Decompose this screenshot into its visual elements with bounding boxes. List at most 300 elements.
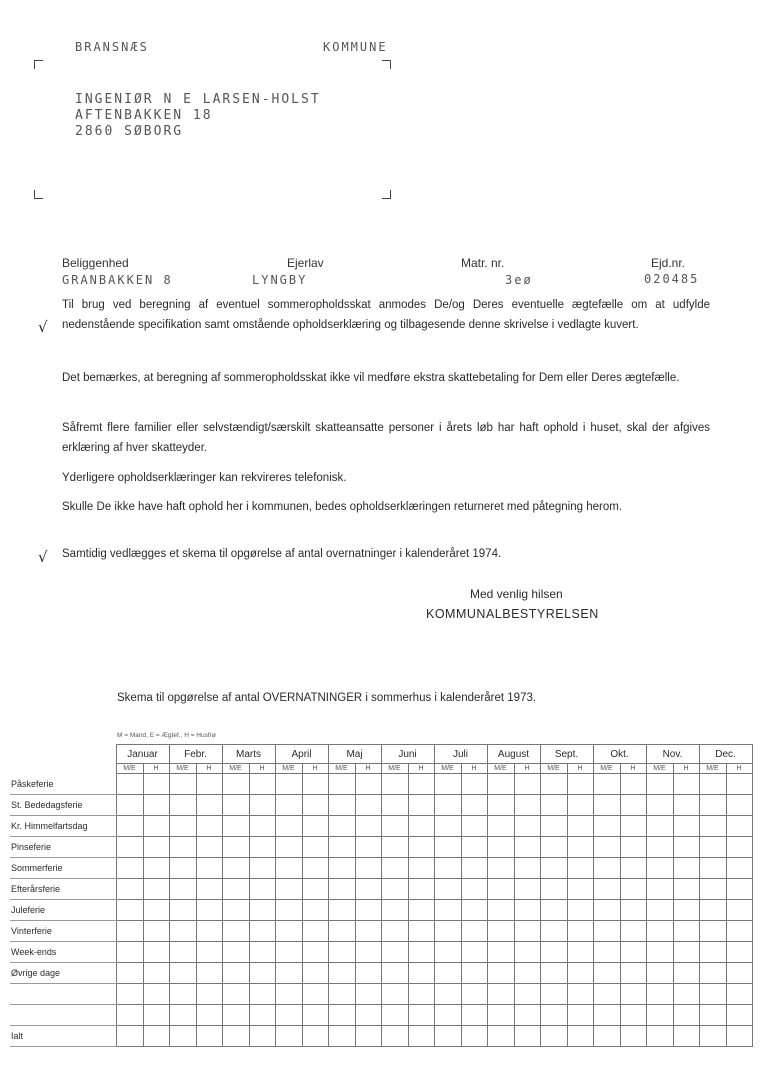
entry-cell[interactable] <box>408 963 434 984</box>
entry-cell[interactable] <box>461 858 487 879</box>
entry-cell[interactable] <box>673 921 699 942</box>
entry-cell[interactable] <box>302 942 328 963</box>
entry-cell[interactable] <box>302 984 328 1005</box>
entry-cell[interactable] <box>196 963 222 984</box>
entry-cell[interactable] <box>461 984 487 1005</box>
entry-cell[interactable] <box>593 921 620 942</box>
entry-cell[interactable] <box>726 963 752 984</box>
entry-cell[interactable] <box>143 795 169 816</box>
entry-cell[interactable] <box>355 900 381 921</box>
entry-cell[interactable] <box>249 837 275 858</box>
entry-cell[interactable] <box>567 837 593 858</box>
entry-cell[interactable] <box>699 774 726 795</box>
entry-cell[interactable] <box>328 984 355 1005</box>
entry-cell[interactable] <box>699 921 726 942</box>
entry-cell[interactable] <box>673 816 699 837</box>
entry-cell[interactable] <box>408 984 434 1005</box>
entry-cell[interactable] <box>355 858 381 879</box>
entry-cell[interactable] <box>381 837 408 858</box>
entry-cell[interactable] <box>355 963 381 984</box>
entry-cell[interactable] <box>620 942 646 963</box>
entry-cell[interactable] <box>116 837 143 858</box>
entry-cell[interactable] <box>355 879 381 900</box>
entry-cell[interactable] <box>646 816 673 837</box>
entry-cell[interactable] <box>646 963 673 984</box>
entry-cell[interactable] <box>302 774 328 795</box>
entry-cell[interactable] <box>514 984 540 1005</box>
entry-cell[interactable] <box>620 921 646 942</box>
entry-cell[interactable] <box>461 816 487 837</box>
entry-cell[interactable] <box>408 1005 434 1026</box>
entry-cell[interactable] <box>699 837 726 858</box>
entry-cell[interactable] <box>699 1026 726 1047</box>
entry-cell[interactable] <box>116 963 143 984</box>
entry-cell[interactable] <box>196 942 222 963</box>
entry-cell[interactable] <box>514 837 540 858</box>
entry-cell[interactable] <box>196 879 222 900</box>
entry-cell[interactable] <box>328 858 355 879</box>
entry-cell[interactable] <box>620 900 646 921</box>
entry-cell[interactable] <box>355 1005 381 1026</box>
entry-cell[interactable] <box>699 900 726 921</box>
entry-cell[interactable] <box>328 1026 355 1047</box>
entry-cell[interactable] <box>116 1005 143 1026</box>
entry-cell[interactable] <box>726 858 752 879</box>
entry-cell[interactable] <box>381 774 408 795</box>
entry-cell[interactable] <box>726 942 752 963</box>
entry-cell[interactable] <box>540 921 567 942</box>
entry-cell[interactable] <box>169 774 196 795</box>
entry-cell[interactable] <box>275 816 302 837</box>
entry-cell[interactable] <box>620 879 646 900</box>
entry-cell[interactable] <box>434 942 461 963</box>
entry-cell[interactable] <box>726 1005 752 1026</box>
entry-cell[interactable] <box>328 816 355 837</box>
entry-cell[interactable] <box>222 816 249 837</box>
entry-cell[interactable] <box>408 921 434 942</box>
entry-cell[interactable] <box>567 816 593 837</box>
entry-cell[interactable] <box>196 837 222 858</box>
entry-cell[interactable] <box>567 921 593 942</box>
entry-cell[interactable] <box>196 858 222 879</box>
entry-cell[interactable] <box>540 963 567 984</box>
entry-cell[interactable] <box>275 963 302 984</box>
entry-cell[interactable] <box>620 1005 646 1026</box>
entry-cell[interactable] <box>514 1026 540 1047</box>
entry-cell[interactable] <box>169 858 196 879</box>
entry-cell[interactable] <box>408 837 434 858</box>
entry-cell[interactable] <box>222 1026 249 1047</box>
entry-cell[interactable] <box>567 879 593 900</box>
entry-cell[interactable] <box>275 879 302 900</box>
entry-cell[interactable] <box>646 984 673 1005</box>
entry-cell[interactable] <box>567 774 593 795</box>
entry-cell[interactable] <box>143 837 169 858</box>
entry-cell[interactable] <box>646 879 673 900</box>
entry-cell[interactable] <box>514 900 540 921</box>
entry-cell[interactable] <box>328 963 355 984</box>
entry-cell[interactable] <box>328 900 355 921</box>
entry-cell[interactable] <box>196 1026 222 1047</box>
entry-cell[interactable] <box>355 921 381 942</box>
entry-cell[interactable] <box>593 774 620 795</box>
entry-cell[interactable] <box>646 858 673 879</box>
entry-cell[interactable] <box>143 963 169 984</box>
entry-cell[interactable] <box>275 795 302 816</box>
entry-cell[interactable] <box>196 774 222 795</box>
entry-cell[interactable] <box>673 774 699 795</box>
entry-cell[interactable] <box>275 1026 302 1047</box>
entry-cell[interactable] <box>275 1005 302 1026</box>
entry-cell[interactable] <box>381 858 408 879</box>
entry-cell[interactable] <box>355 774 381 795</box>
entry-cell[interactable] <box>116 879 143 900</box>
entry-cell[interactable] <box>487 1026 514 1047</box>
entry-cell[interactable] <box>116 1026 143 1047</box>
entry-cell[interactable] <box>222 858 249 879</box>
entry-cell[interactable] <box>620 1026 646 1047</box>
entry-cell[interactable] <box>461 879 487 900</box>
entry-cell[interactable] <box>540 858 567 879</box>
entry-cell[interactable] <box>487 1005 514 1026</box>
entry-cell[interactable] <box>540 837 567 858</box>
entry-cell[interactable] <box>514 879 540 900</box>
entry-cell[interactable] <box>328 942 355 963</box>
entry-cell[interactable] <box>673 795 699 816</box>
entry-cell[interactable] <box>302 795 328 816</box>
entry-cell[interactable] <box>620 858 646 879</box>
entry-cell[interactable] <box>699 879 726 900</box>
entry-cell[interactable] <box>222 921 249 942</box>
entry-cell[interactable] <box>169 984 196 1005</box>
entry-cell[interactable] <box>249 984 275 1005</box>
entry-cell[interactable] <box>514 858 540 879</box>
entry-cell[interactable] <box>434 795 461 816</box>
entry-cell[interactable] <box>567 1026 593 1047</box>
entry-cell[interactable] <box>381 963 408 984</box>
entry-cell[interactable] <box>726 921 752 942</box>
entry-cell[interactable] <box>302 921 328 942</box>
entry-cell[interactable] <box>275 900 302 921</box>
entry-cell[interactable] <box>222 774 249 795</box>
entry-cell[interactable] <box>540 984 567 1005</box>
entry-cell[interactable] <box>461 942 487 963</box>
entry-cell[interactable] <box>275 837 302 858</box>
entry-cell[interactable] <box>434 837 461 858</box>
entry-cell[interactable] <box>487 795 514 816</box>
entry-cell[interactable] <box>222 963 249 984</box>
entry-cell[interactable] <box>302 900 328 921</box>
entry-cell[interactable] <box>646 795 673 816</box>
entry-cell[interactable] <box>461 1026 487 1047</box>
entry-cell[interactable] <box>646 837 673 858</box>
entry-cell[interactable] <box>593 1005 620 1026</box>
entry-cell[interactable] <box>143 858 169 879</box>
entry-cell[interactable] <box>249 921 275 942</box>
entry-cell[interactable] <box>540 1005 567 1026</box>
entry-cell[interactable] <box>699 1005 726 1026</box>
entry-cell[interactable] <box>593 900 620 921</box>
entry-cell[interactable] <box>514 942 540 963</box>
entry-cell[interactable] <box>726 837 752 858</box>
entry-cell[interactable] <box>699 963 726 984</box>
entry-cell[interactable] <box>699 858 726 879</box>
entry-cell[interactable] <box>408 858 434 879</box>
entry-cell[interactable] <box>567 795 593 816</box>
entry-cell[interactable] <box>646 921 673 942</box>
entry-cell[interactable] <box>302 1005 328 1026</box>
entry-cell[interactable] <box>514 1005 540 1026</box>
entry-cell[interactable] <box>381 816 408 837</box>
entry-cell[interactable] <box>434 879 461 900</box>
entry-cell[interactable] <box>116 900 143 921</box>
entry-cell[interactable] <box>196 1005 222 1026</box>
entry-cell[interactable] <box>381 921 408 942</box>
entry-cell[interactable] <box>249 942 275 963</box>
entry-cell[interactable] <box>355 795 381 816</box>
entry-cell[interactable] <box>434 816 461 837</box>
entry-cell[interactable] <box>222 837 249 858</box>
entry-cell[interactable] <box>143 942 169 963</box>
entry-cell[interactable] <box>381 795 408 816</box>
entry-cell[interactable] <box>514 795 540 816</box>
entry-cell[interactable] <box>143 816 169 837</box>
entry-cell[interactable] <box>222 942 249 963</box>
entry-cell[interactable] <box>302 837 328 858</box>
entry-cell[interactable] <box>222 900 249 921</box>
entry-cell[interactable] <box>275 942 302 963</box>
entry-cell[interactable] <box>620 795 646 816</box>
entry-cell[interactable] <box>143 900 169 921</box>
entry-cell[interactable] <box>328 837 355 858</box>
entry-cell[interactable] <box>593 879 620 900</box>
entry-cell[interactable] <box>275 858 302 879</box>
entry-cell[interactable] <box>302 879 328 900</box>
entry-cell[interactable] <box>275 774 302 795</box>
entry-cell[interactable] <box>328 795 355 816</box>
entry-cell[interactable] <box>249 795 275 816</box>
entry-cell[interactable] <box>567 984 593 1005</box>
entry-cell[interactable] <box>434 858 461 879</box>
entry-cell[interactable] <box>726 879 752 900</box>
entry-cell[interactable] <box>196 795 222 816</box>
entry-cell[interactable] <box>620 963 646 984</box>
entry-cell[interactable] <box>116 774 143 795</box>
entry-cell[interactable] <box>646 900 673 921</box>
entry-cell[interactable] <box>302 963 328 984</box>
entry-cell[interactable] <box>726 816 752 837</box>
entry-cell[interactable] <box>699 984 726 1005</box>
entry-cell[interactable] <box>646 774 673 795</box>
entry-cell[interactable] <box>461 921 487 942</box>
entry-cell[interactable] <box>461 837 487 858</box>
entry-cell[interactable] <box>540 879 567 900</box>
entry-cell[interactable] <box>540 900 567 921</box>
entry-cell[interactable] <box>461 900 487 921</box>
entry-cell[interactable] <box>514 921 540 942</box>
entry-cell[interactable] <box>461 1005 487 1026</box>
entry-cell[interactable] <box>434 900 461 921</box>
entry-cell[interactable] <box>699 795 726 816</box>
entry-cell[interactable] <box>726 774 752 795</box>
entry-cell[interactable] <box>196 921 222 942</box>
entry-cell[interactable] <box>169 816 196 837</box>
entry-cell[interactable] <box>593 1026 620 1047</box>
entry-cell[interactable] <box>567 1005 593 1026</box>
entry-cell[interactable] <box>673 879 699 900</box>
entry-cell[interactable] <box>434 1026 461 1047</box>
entry-cell[interactable] <box>355 1026 381 1047</box>
entry-cell[interactable] <box>355 942 381 963</box>
entry-cell[interactable] <box>567 858 593 879</box>
entry-cell[interactable] <box>567 900 593 921</box>
entry-cell[interactable] <box>593 795 620 816</box>
entry-cell[interactable] <box>381 984 408 1005</box>
entry-cell[interactable] <box>196 984 222 1005</box>
entry-cell[interactable] <box>249 900 275 921</box>
entry-cell[interactable] <box>302 816 328 837</box>
entry-cell[interactable] <box>381 1026 408 1047</box>
entry-cell[interactable] <box>434 963 461 984</box>
entry-cell[interactable] <box>487 816 514 837</box>
entry-cell[interactable] <box>408 1026 434 1047</box>
entry-cell[interactable] <box>249 879 275 900</box>
entry-cell[interactable] <box>302 858 328 879</box>
entry-cell[interactable] <box>646 1026 673 1047</box>
entry-cell[interactable] <box>567 942 593 963</box>
entry-cell[interactable] <box>249 1005 275 1026</box>
entry-cell[interactable] <box>646 942 673 963</box>
entry-cell[interactable] <box>116 921 143 942</box>
entry-cell[interactable] <box>275 984 302 1005</box>
entry-cell[interactable] <box>487 879 514 900</box>
entry-cell[interactable] <box>434 984 461 1005</box>
entry-cell[interactable] <box>222 984 249 1005</box>
entry-cell[interactable] <box>646 1005 673 1026</box>
entry-cell[interactable] <box>222 795 249 816</box>
entry-cell[interactable] <box>726 984 752 1005</box>
entry-cell[interactable] <box>169 942 196 963</box>
entry-cell[interactable] <box>673 963 699 984</box>
entry-cell[interactable] <box>408 795 434 816</box>
entry-cell[interactable] <box>487 963 514 984</box>
entry-cell[interactable] <box>540 795 567 816</box>
entry-cell[interactable] <box>355 837 381 858</box>
entry-cell[interactable] <box>408 816 434 837</box>
entry-cell[interactable] <box>673 984 699 1005</box>
entry-cell[interactable] <box>196 816 222 837</box>
entry-cell[interactable] <box>328 921 355 942</box>
entry-cell[interactable] <box>408 900 434 921</box>
entry-cell[interactable] <box>487 774 514 795</box>
entry-cell[interactable] <box>169 837 196 858</box>
entry-cell[interactable] <box>408 774 434 795</box>
entry-cell[interactable] <box>673 900 699 921</box>
entry-cell[interactable] <box>487 984 514 1005</box>
entry-cell[interactable] <box>116 942 143 963</box>
entry-cell[interactable] <box>593 963 620 984</box>
entry-cell[interactable] <box>381 1005 408 1026</box>
entry-cell[interactable] <box>249 774 275 795</box>
entry-cell[interactable] <box>434 921 461 942</box>
entry-cell[interactable] <box>408 879 434 900</box>
entry-cell[interactable] <box>381 942 408 963</box>
entry-cell[interactable] <box>673 942 699 963</box>
entry-cell[interactable] <box>355 984 381 1005</box>
entry-cell[interactable] <box>381 900 408 921</box>
entry-cell[interactable] <box>143 1026 169 1047</box>
entry-cell[interactable] <box>620 837 646 858</box>
entry-cell[interactable] <box>143 879 169 900</box>
entry-cell[interactable] <box>355 816 381 837</box>
entry-cell[interactable] <box>487 942 514 963</box>
entry-cell[interactable] <box>699 816 726 837</box>
entry-cell[interactable] <box>514 816 540 837</box>
entry-cell[interactable] <box>514 963 540 984</box>
entry-cell[interactable] <box>726 900 752 921</box>
entry-cell[interactable] <box>726 795 752 816</box>
entry-cell[interactable] <box>620 984 646 1005</box>
entry-cell[interactable] <box>169 1005 196 1026</box>
entry-cell[interactable] <box>116 816 143 837</box>
entry-cell[interactable] <box>196 900 222 921</box>
entry-cell[interactable] <box>249 816 275 837</box>
entry-cell[interactable] <box>116 795 143 816</box>
entry-cell[interactable] <box>487 921 514 942</box>
entry-cell[interactable] <box>487 837 514 858</box>
entry-cell[interactable] <box>593 837 620 858</box>
entry-cell[interactable] <box>275 921 302 942</box>
entry-cell[interactable] <box>143 774 169 795</box>
entry-cell[interactable] <box>434 1005 461 1026</box>
entry-cell[interactable] <box>328 774 355 795</box>
entry-cell[interactable] <box>699 942 726 963</box>
entry-cell[interactable] <box>593 942 620 963</box>
entry-cell[interactable] <box>408 942 434 963</box>
entry-cell[interactable] <box>540 816 567 837</box>
entry-cell[interactable] <box>143 1005 169 1026</box>
entry-cell[interactable] <box>540 774 567 795</box>
entry-cell[interactable] <box>381 879 408 900</box>
entry-cell[interactable] <box>143 984 169 1005</box>
entry-cell[interactable] <box>673 1026 699 1047</box>
entry-cell[interactable] <box>620 816 646 837</box>
entry-cell[interactable] <box>302 1026 328 1047</box>
entry-cell[interactable] <box>673 837 699 858</box>
entry-cell[interactable] <box>434 774 461 795</box>
entry-cell[interactable] <box>461 774 487 795</box>
entry-cell[interactable] <box>169 795 196 816</box>
entry-cell[interactable] <box>540 942 567 963</box>
entry-cell[interactable] <box>461 795 487 816</box>
entry-cell[interactable] <box>169 921 196 942</box>
entry-cell[interactable] <box>169 879 196 900</box>
entry-cell[interactable] <box>116 858 143 879</box>
entry-cell[interactable] <box>593 858 620 879</box>
entry-cell[interactable] <box>487 858 514 879</box>
entry-cell[interactable] <box>169 900 196 921</box>
entry-cell[interactable] <box>249 1026 275 1047</box>
entry-cell[interactable] <box>593 984 620 1005</box>
entry-cell[interactable] <box>487 900 514 921</box>
entry-cell[interactable] <box>249 963 275 984</box>
entry-cell[interactable] <box>620 774 646 795</box>
entry-cell[interactable] <box>328 1005 355 1026</box>
entry-cell[interactable] <box>673 1005 699 1026</box>
entry-cell[interactable] <box>169 1026 196 1047</box>
entry-cell[interactable] <box>726 1026 752 1047</box>
entry-cell[interactable] <box>116 984 143 1005</box>
